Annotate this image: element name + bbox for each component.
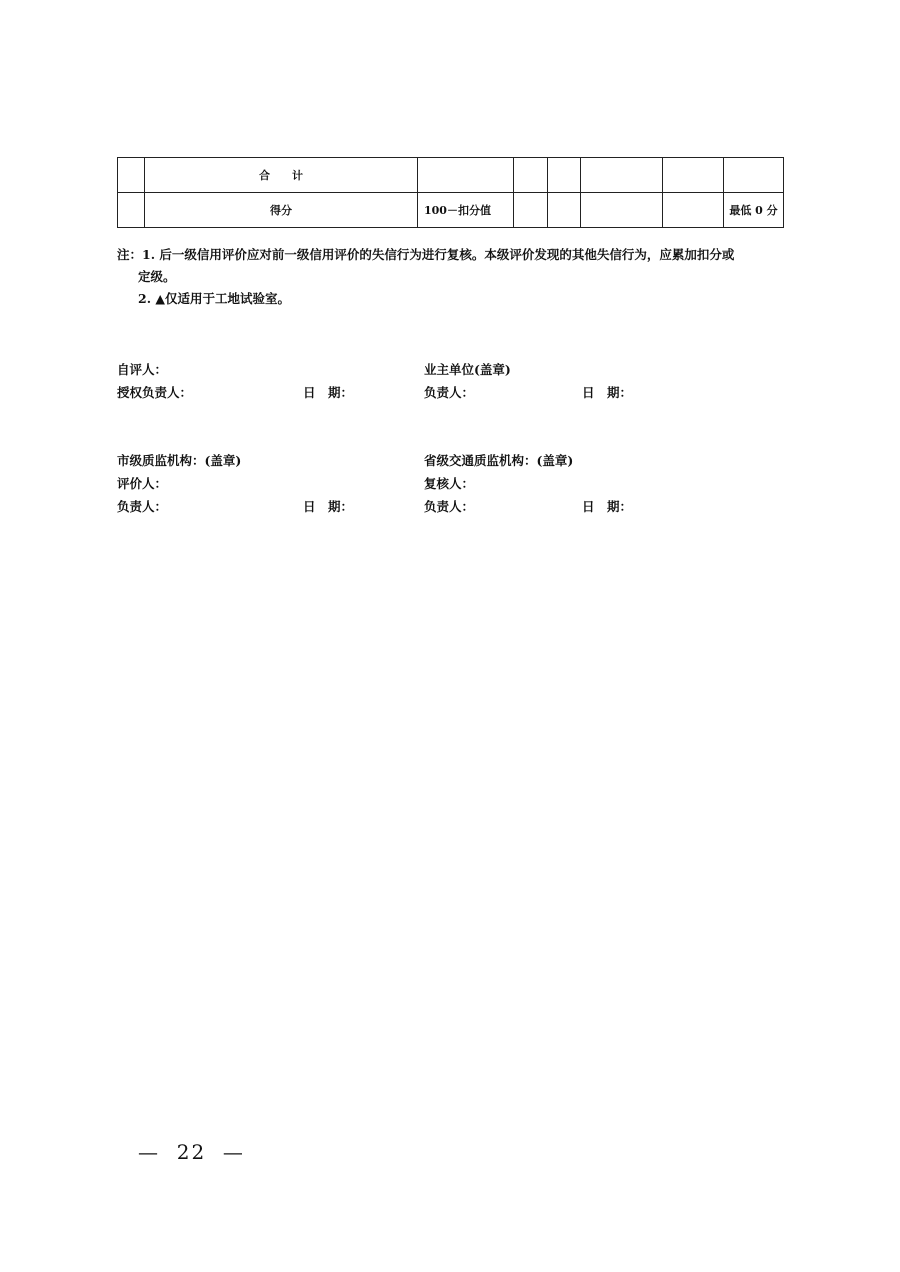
minimum-score-note: 最低 0 分: [724, 193, 784, 228]
date-label: 日 期：: [303, 499, 354, 514]
table-cell: [418, 158, 514, 193]
table-cell: [514, 193, 548, 228]
total-label: 合 计: [145, 158, 418, 193]
city-responsible-label: 负责人：: [117, 499, 168, 514]
note-line-1: 注：1. 后一级信用评价应对前一级信用评价的失信行为进行复核。本级评价发现的其他失信行为，应累加扣分或: [117, 247, 735, 262]
notes-block: [117, 244, 787, 310]
table-row-score: [118, 193, 784, 228]
score-table: [117, 157, 784, 228]
table-cell: [581, 158, 663, 193]
date-label: 日 期：: [582, 385, 633, 400]
province-responsible-label: 负责人：: [424, 499, 475, 514]
authorized-person-label: 授权负责人：: [117, 385, 193, 400]
score-formula: 100－扣分值: [418, 193, 514, 228]
table-cell: [514, 158, 548, 193]
table-cell: [118, 193, 145, 228]
city-agency-label: 市级质监机构：(盖章): [117, 453, 242, 468]
table-cell: [118, 158, 145, 193]
owner-unit-label: 业主单位(盖章): [424, 362, 511, 377]
province-agency-label: 省级交通质监机构：(盖章): [424, 453, 574, 468]
city-evaluator-label: 评价人：: [117, 476, 168, 491]
table-cell: [548, 193, 581, 228]
owner-responsible-label: 负责人：: [424, 385, 475, 400]
page-number: — 22 —: [138, 1140, 245, 1164]
score-label: 得分: [145, 193, 418, 228]
table-cell: [548, 158, 581, 193]
table-cell: [724, 158, 784, 193]
note-line-1-continuation: 定级。: [138, 269, 176, 284]
date-label: 日 期：: [582, 499, 633, 514]
table-cell: [663, 193, 724, 228]
date-label: 日 期：: [303, 385, 354, 400]
table-row-total: [118, 158, 784, 193]
table-cell: [663, 158, 724, 193]
self-evaluator-label: 自评人：: [117, 362, 168, 377]
province-reviewer-label: 复核人：: [424, 476, 475, 491]
note-line-2: 2. ▲仅适用于工地试验室。: [138, 291, 291, 306]
table-cell: [581, 193, 663, 228]
